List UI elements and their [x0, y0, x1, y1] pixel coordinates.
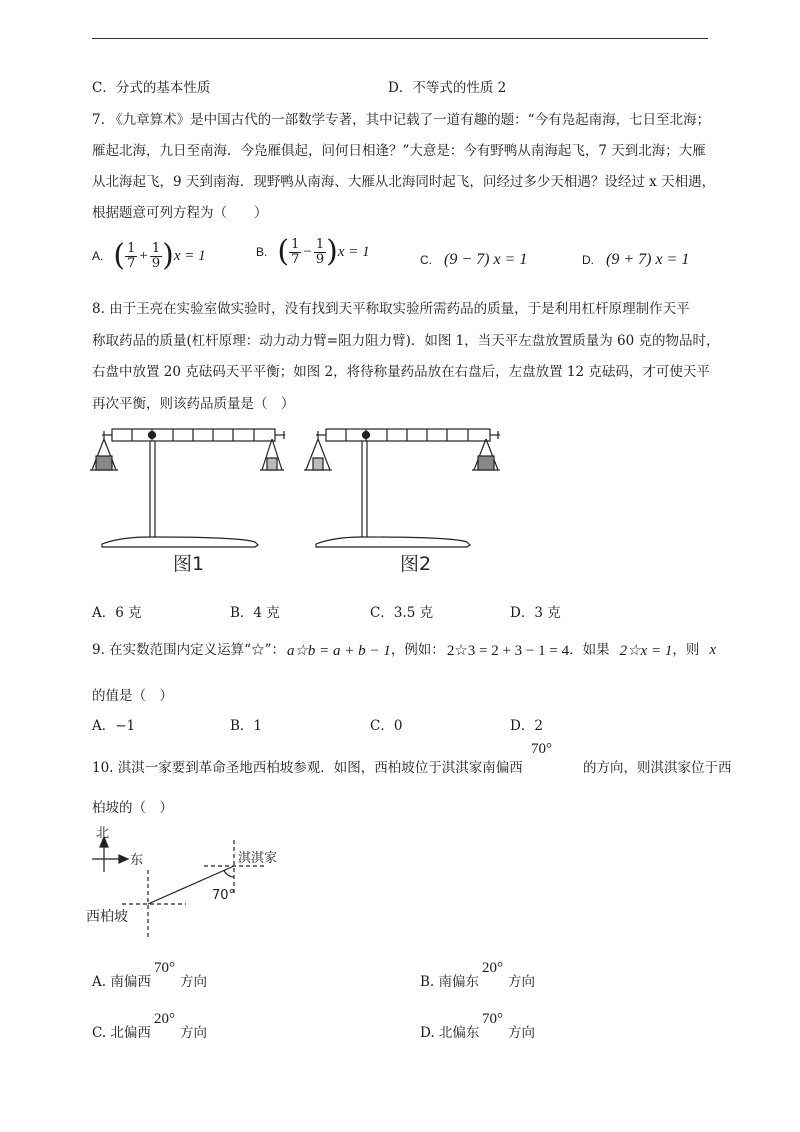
- q9-line-2: 的值是（ ）: [92, 688, 173, 704]
- q10-option-b-text: B. 南偏东: [420, 974, 480, 990]
- q7-line-3: 从北海起飞，9 天到南海．现野鸭从南海、大雁从北海同时起飞，问经过多少天相遇？设经过 x 天相遇，: [92, 174, 716, 190]
- q7-option-c: [420, 250, 527, 270]
- q8-option-b: B．4 克: [230, 605, 280, 621]
- north-label: 北: [96, 826, 110, 841]
- q7-option-a: A. ( $\frac{1}{7}$ + $\frac{1}{9}$ ) x = 1: [92, 238, 206, 273]
- q7-option-c-label: C.: [420, 253, 432, 267]
- fig2-caption: 图2: [400, 553, 432, 575]
- fig1-caption: 图1: [173, 553, 205, 575]
- q10-option-d-dir: 方向: [508, 1025, 535, 1041]
- q9-if-label: ．如果: [569, 642, 610, 658]
- q7-option-b-label: B.: [256, 245, 268, 259]
- q7-b-fraction-2: $\frac{1}{9}$: [315, 236, 325, 267]
- xibaipo-label: 西柏坡: [86, 909, 128, 925]
- balance-figure-1: [90, 429, 285, 547]
- q7-option-d-expr: (9 + 7) x = 1: [606, 251, 690, 268]
- q7-b-tail: x = 1: [337, 243, 370, 260]
- q7-a-tail: x = 1: [173, 247, 206, 264]
- q10-line-2: 柏坡的（ ）: [92, 800, 173, 816]
- q9-example: 2☆3 = 2 + 3 − 1 = 4: [446, 642, 570, 659]
- balance-figures: [90, 420, 510, 580]
- direction-diagram: [86, 822, 306, 942]
- q8-line-1: 8. 由于王亮在实验室做实验时，没有找到天平称取实验所需药品的质量，于是利用杠杆原理制作天平: [92, 301, 690, 317]
- q7-a-operator: +: [139, 247, 148, 264]
- q10-option-b-dir: 方向: [508, 974, 535, 990]
- q10-suffix: 的方向，则淇淇家位于西: [583, 760, 732, 776]
- q10-option-c-text: C. 北偏西: [92, 1025, 151, 1041]
- q9-variable: x: [709, 641, 717, 658]
- q9-example-label: ，例如：: [390, 642, 445, 658]
- q6-option-c: C．分式的基本性质: [92, 80, 211, 96]
- home-label: 淇淇家: [238, 851, 278, 866]
- q10-option-a-dir: 方向: [180, 974, 207, 990]
- q10-option-a-angle: 70°: [154, 960, 175, 976]
- q7-b-fraction-1: $\frac{1}{7}$: [291, 236, 300, 267]
- balance-figure-2: [304, 429, 500, 547]
- q8-option-d: D．3 克: [510, 605, 561, 621]
- east-label: 东: [130, 853, 144, 868]
- q9-option-d: D．2: [510, 718, 543, 734]
- q7-option-d-label: D.: [582, 253, 594, 267]
- q8-line-4: 再次平衡，则该药品质量是（ ）: [92, 396, 295, 412]
- header-rule: [92, 38, 708, 39]
- q10-option-d-text: D. 北偏东: [420, 1025, 480, 1041]
- q9-prefix: 9. 在实数范围内定义运算“☆”：: [92, 642, 285, 658]
- q7-line-4: 根据题意可列方程为（ ）: [92, 205, 268, 221]
- q9-option-a: A．−1: [92, 718, 136, 734]
- q7-option-d: [582, 250, 689, 270]
- q9-then-label: ，则: [672, 642, 700, 658]
- q10-option-c-dir: 方向: [180, 1025, 207, 1041]
- q7-b-operator: −: [303, 243, 312, 260]
- q7-line-2: 雁起北海，九日至南海．今凫雁俱起，问何日相逢？”大意是：今有野鸭从南海起飞，7 天到北海；大雁: [92, 143, 706, 159]
- q6-option-d: D．不等式的性质 2: [388, 80, 507, 96]
- q7-option-b: B. ( $\frac{1}{7}$ − $\frac{1}{9}$ ) x = 1: [256, 234, 370, 269]
- q8-line-2: 称取药品的质量(杠杆原理：动力动力臂=阻力阻力臂)．如图 1，当天平左盘放置质量为 60 克的物品时，: [92, 333, 720, 349]
- q7-line-1: 7. 《九章算术》是中国古代的一部数学专著，其中记载了一道有趣的题：“今有凫起南海，七日至北海；: [92, 112, 711, 128]
- diagram-angle-label: 70°: [212, 888, 236, 903]
- q9-definition: a☆b = a + b − 1: [286, 642, 391, 659]
- q8-line-3: 右盘中放置 20 克砝码天平平衡；如图 2，将待称量药品放在右盘后，左盘放置 12 克砝码，才可使天平: [92, 364, 710, 380]
- q7-a-fraction-2: $\frac{1}{9}$: [151, 240, 161, 271]
- q10-option-b-angle: 20°: [482, 960, 503, 976]
- q7-option-a-label: A.: [92, 249, 104, 263]
- q8-option-c: C．3.5 克: [370, 605, 434, 621]
- q9-option-b: B．1: [230, 718, 263, 734]
- q8-option-a: A．6 克: [92, 605, 142, 621]
- q10-option-a-text: A. 南偏西: [92, 974, 151, 990]
- q7-option-c-expr: (9 − 7) x = 1: [444, 251, 528, 268]
- q10-angle: 70°: [531, 741, 552, 757]
- q7-a-fraction-1: $\frac{1}{7}$: [127, 240, 136, 271]
- q10-option-c-angle: 20°: [154, 1011, 175, 1027]
- q9-stem: [92, 640, 716, 660]
- q9-option-c: C．0: [370, 718, 403, 734]
- q10-prefix: 10. 淇淇一家要到革命圣地西柏坡参观．如图，西柏坡位于淇淇家南偏西: [92, 760, 523, 776]
- q9-condition: 2☆x = 1: [619, 642, 673, 659]
- q10-option-d-angle: 70°: [482, 1011, 503, 1027]
